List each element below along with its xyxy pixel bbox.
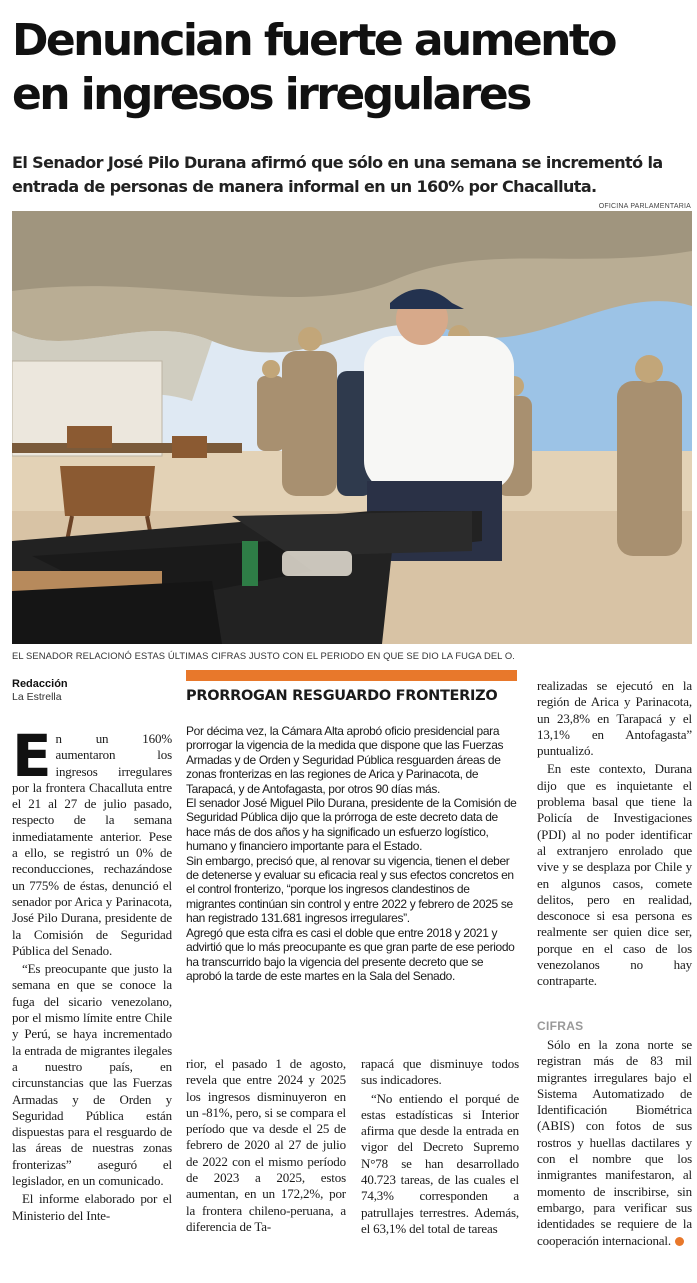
paragraph: rior, el pasado 1 de agosto, revela que entre 2024 y 2025 los ingresos disminuyeron en un -81%, pero, si se compara el período que va desde el 25 de febrero de 2020 al 27 de julio de 2022 con el mismo período de 2023 a 2025, estos aumentan, en un 172,2%, por la frontera chileno-peruana, a diferencia de Ta- <box>186 1056 346 1234</box>
sidebar-body <box>186 724 517 983</box>
article-column-2 <box>186 1056 346 1237</box>
cifras-label: CIFRAS <box>537 1019 584 1033</box>
photo-credit: OFICINA PARLAMENTARIA <box>598 203 691 210</box>
sidebar-title: PRORROGAN RESGUARDO FRONTERIZO <box>186 688 498 704</box>
paragraph: realizadas se ejecutó en la región de Arica y Parinacota, un 23,8% en Tarapacá y el 13,1% en Antofagasta” puntualizó. <box>537 678 692 759</box>
photo-caption: EL SENADOR RELACIONÓ ESTAS ÚLTIMAS CIFRAS JUSTO CON EL PERIODO EN QUE SE DIO LA FUGA DEL O. <box>12 650 515 661</box>
headline-line-1: Denuncian fuerte aumento <box>12 15 615 66</box>
sidebar-paragraph: El senador José Miguel Pilo Durana, presidente de la Comisión de Seguridad Pública dijo que la prórroga de este decreto data de hace más de dos años y ha significado un esfuerzo logístico, humano y financiero importante para el Estado. <box>186 796 517 854</box>
article-column-1 <box>12 722 172 1226</box>
sidebar-accent-bar <box>186 670 517 681</box>
drop-cap: E <box>12 722 52 790</box>
byline-publication: La Estrella <box>12 691 62 703</box>
byline-author: Redacción <box>12 678 68 690</box>
paragraph: “Es preocupante que justo la semana en que se conoce la fuga del sicario venezolano, por el mismo límite entre Chile y Perú, se haya incrementado la entrada de migrantes ilegales a nuestro país, en circunstancias que las Fuerzas Armadas y de Orden y Seguridad Pública están dispuestas para el resguardo de las áreas de nuestras zonas fronterizas” aseguró el legislador, en un comunicado. <box>12 961 172 1189</box>
lead-paragraph: En un 160% aumentaron los ingresos irregulares por la frontera Chacalluta entre el 21 al 27 de julio pasado, respecto de la semana inmediatamente anterior. Pese a ello, se registró un 0% de reconducciones, rechazándose un 775% de éstas, denunció el senador por Arica y Parinacota, José Pilo Durana, presidente de la Comisión de Seguridad Pública del Senado. <box>12 722 172 958</box>
article-photo <box>12 211 692 644</box>
sidebar-paragraph: Por décima vez, la Cámara Alta aprobó oficio presidencial para prorrogar la vigencia de la medida que dispone que las Fuerzas Armadas y de Orden y Seguridad Pública resguarden áreas de zonas fronterizas en las regiones de Arica y Parinacota, de Tarapacá, y de Antofagasta, por otros 90 días más. <box>186 724 504 796</box>
paragraph: En este contexto, Durana dijo que es inquietante el problema basal que tiene la Policía de Investigaciones (PDI) al no poder identificar al extranjero enrolado que vive y se desplaza por Chile y en algunos casos, comete delitos, pero en realidad, desconoce si esa persona es realmente ser quien dice ser, porque en el caso de los venezolanos no hay contraparte. <box>537 761 692 989</box>
headline-line-2: en ingresos irregulares <box>12 69 530 120</box>
byline <box>12 678 68 704</box>
paragraph: rapacá que disminuye todos sus indicadores. <box>361 1056 519 1088</box>
sidebar-paragraph: Sin embargo, precisó que, al renovar su vigencia, tienen el deber de detenerse y evaluar su eficacia real y sus efectos concretos en el control fronterizo, “porque los ingresos clandestinos de migrantes continúan sin control y entre 2022 y febrero de 2025 se han registrado 131.681 ingresos irregulares”. <box>186 853 514 926</box>
paragraph: El informe elaborado por el Ministerio del Inte- <box>12 1191 172 1223</box>
paragraph: “No entiendo el porqué de estas estadísticas si Interior afirma que desde la entrada en vigor del Decreto Supremo N°78 se han desarrollado 40.723 tareas, de las cuales el 74,3% corresponden a patrullajes terrestres. Además, el 63,1% del total de tareas <box>361 1090 519 1236</box>
paragraph: Sólo en la zona norte se registran más de 83 mil migrantes irregulares bajo el Sistema Automatizado de Identificación Biométrica (ABIS) con fotos de sus rostros y huellas dactilares y con el nombre que los inmigrantes manifestaron, al momento de inscribirse, sin embargo, para verificar sus identidades se requiere de la cooperación internacional. <box>537 1037 692 1248</box>
article-column-3 <box>361 1056 519 1239</box>
deck: El Senador José Pilo Durana afirmó que sólo en una semana se incrementó la entrada de personas de manera informal en un 160% por Chacalluta. <box>12 153 663 196</box>
article-column-4 <box>537 678 692 992</box>
headline <box>12 14 692 122</box>
photo-illustration <box>12 211 692 644</box>
article-column-4-lower <box>537 1037 692 1251</box>
sidebar-paragraph: Agregó que esta cifra es casi el doble que entre 2018 y 2021 y advirtió que lo más preocupante es que gran parte de ese periodo ha transcurrido bajo la vigencia del presente decreto que se aprobó la tarde de este martes en la Sala del Senado. <box>186 925 515 983</box>
end-of-article-icon <box>675 1237 684 1246</box>
